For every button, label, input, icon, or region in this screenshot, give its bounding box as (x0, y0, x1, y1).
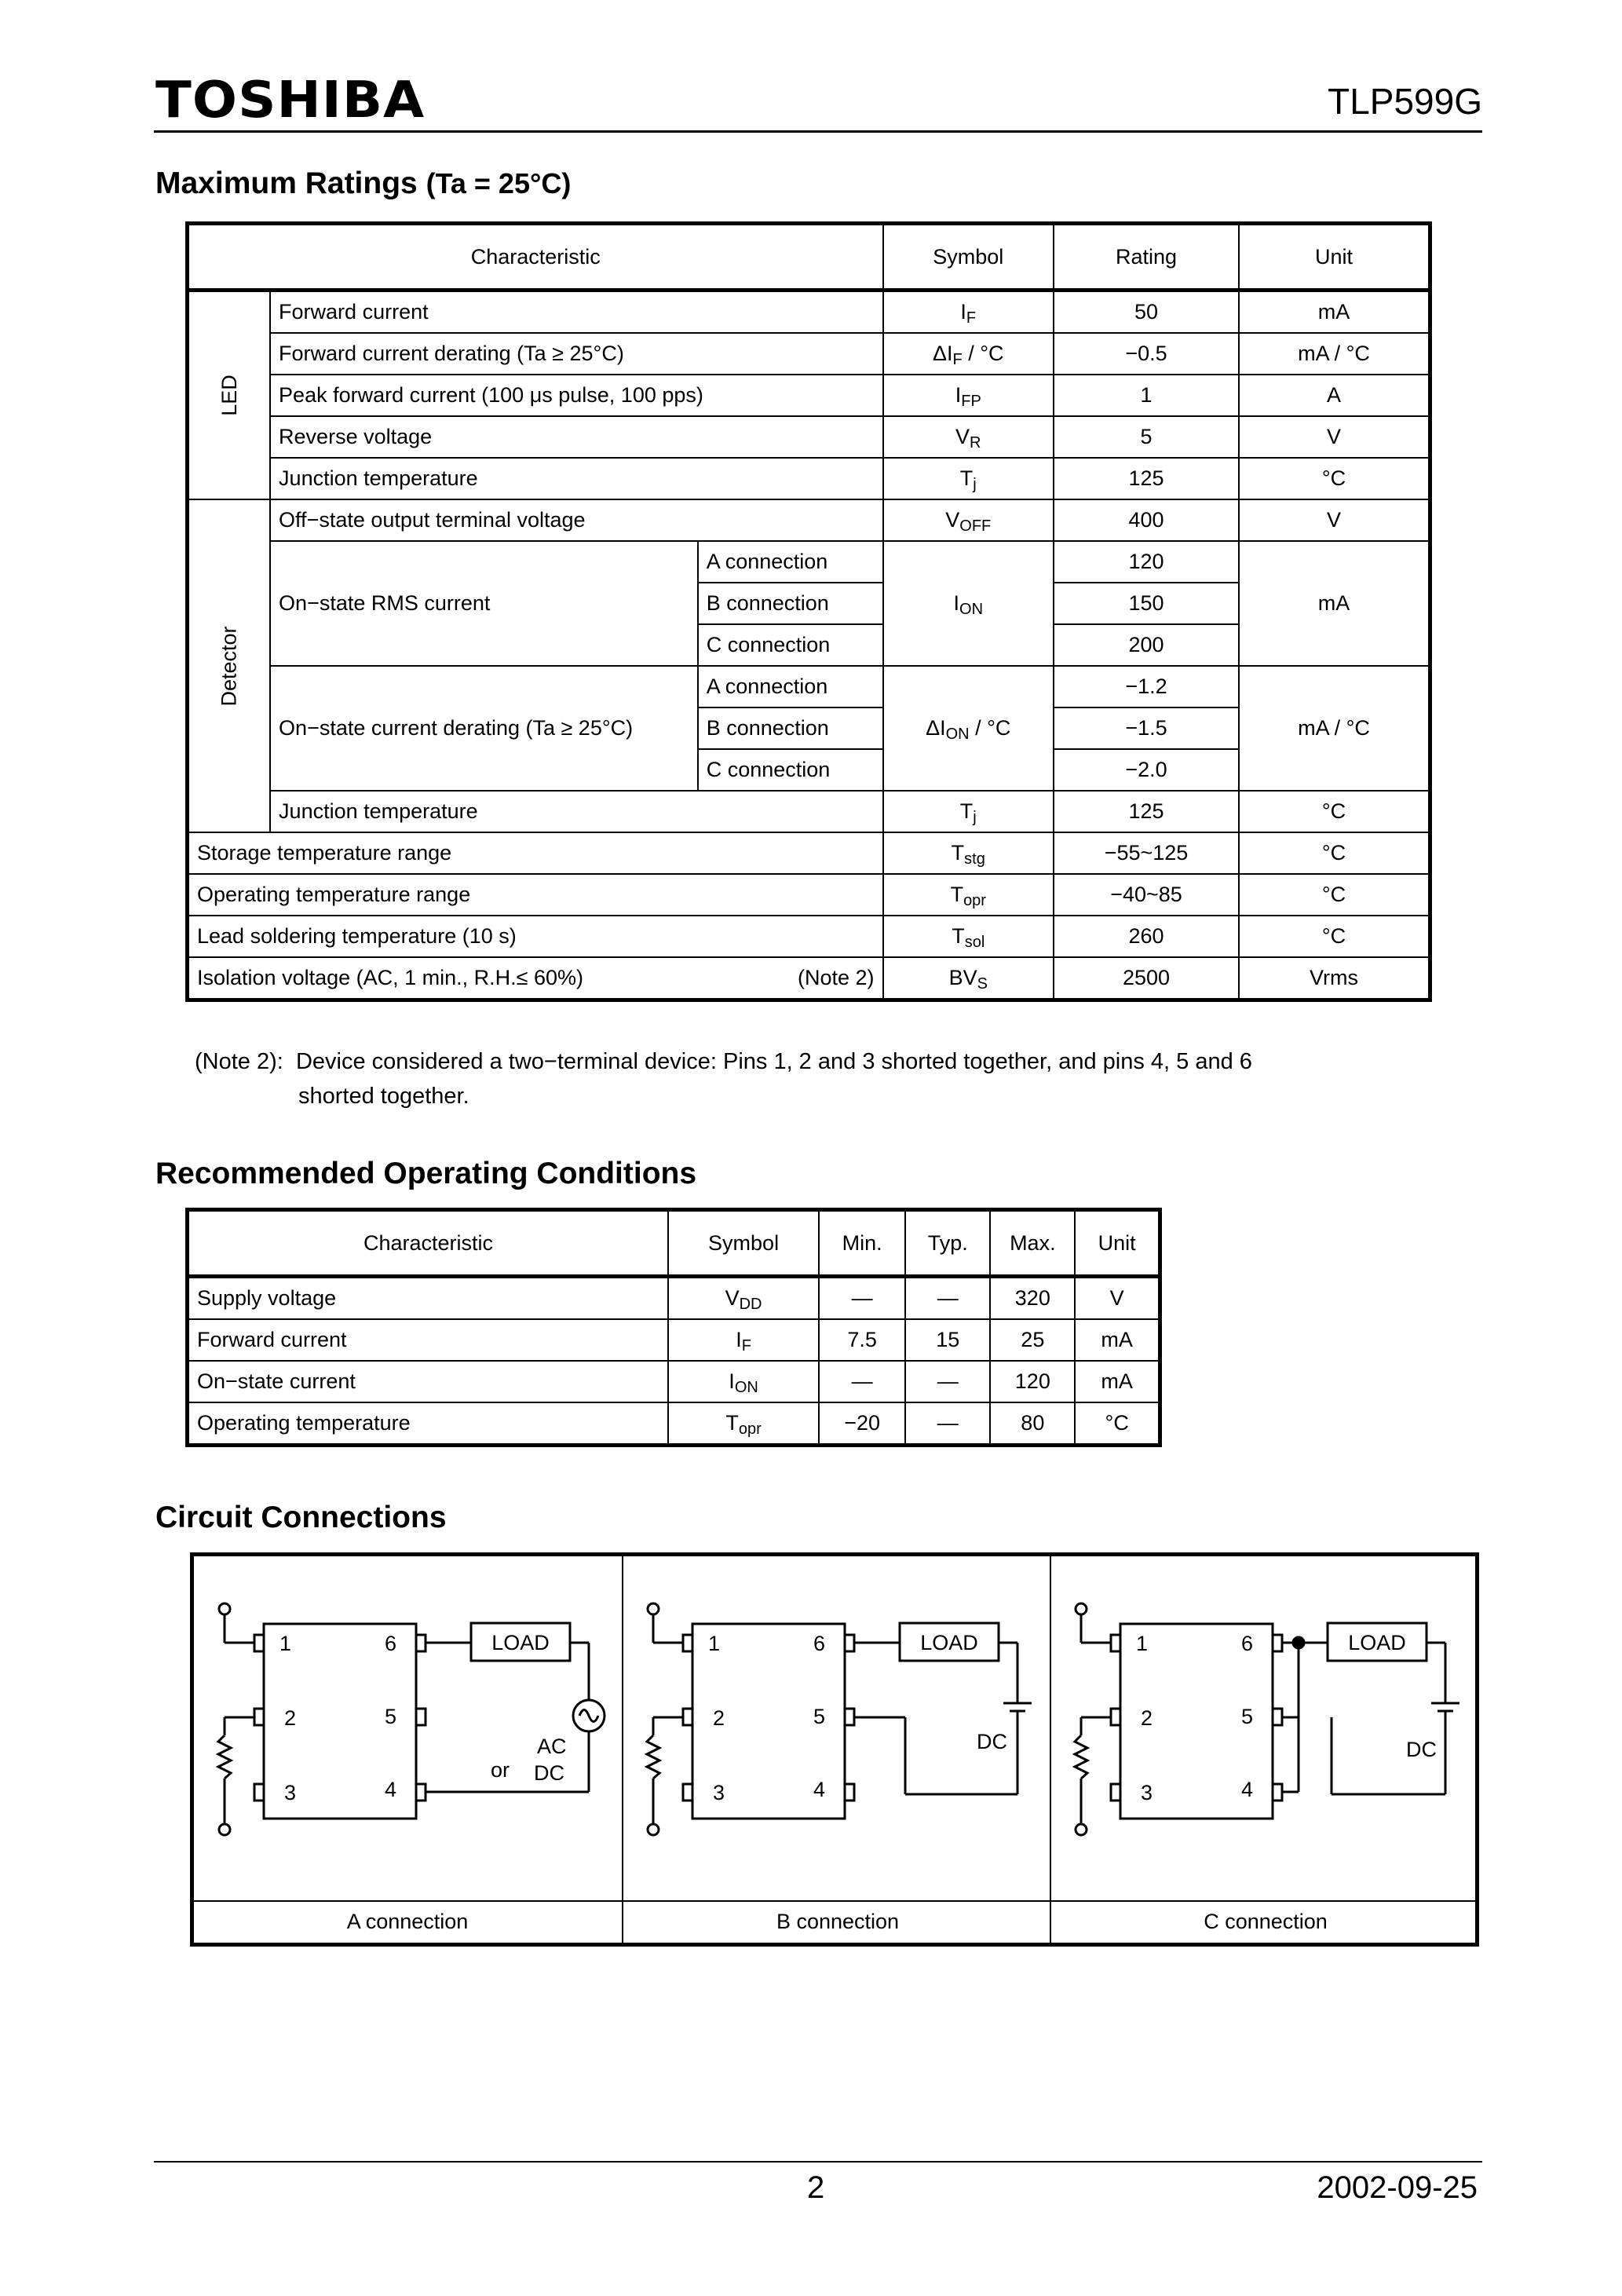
circuit-a-diagram (196, 1582, 619, 1896)
row-rating: 120 (1054, 541, 1239, 583)
row-unit: °C (1239, 916, 1430, 957)
pin-label: 3 (713, 1781, 725, 1804)
recommended-operating-conditions-table (185, 1208, 1162, 1447)
footer-rule (154, 2161, 1482, 2163)
or-label: or (491, 1758, 510, 1782)
row-max: 80 (990, 1402, 1075, 1446)
pin-label: 4 (385, 1778, 397, 1801)
pin-stub (1273, 1709, 1282, 1725)
row-rating: −2.0 (1054, 749, 1239, 791)
pin-label: 6 (1241, 1632, 1254, 1655)
table-row (188, 416, 1430, 458)
row-name: On−state current derating (Ta ≥ 25°C) (270, 666, 698, 791)
row-unit: °C (1075, 1402, 1160, 1446)
row-rating: 200 (1054, 624, 1239, 666)
pin-label: 2 (713, 1706, 725, 1730)
terminal-top (219, 1603, 230, 1614)
row-symbol: $V_{OFF}$ (883, 499, 1054, 541)
row-symbol: $BV_S$ (883, 957, 1054, 1000)
row-max: 320 (990, 1277, 1075, 1320)
dc-label: DC (977, 1730, 1007, 1753)
pin-stub (845, 1635, 854, 1651)
row-rating: 125 (1054, 458, 1239, 499)
roc-title: Recommended Operating Conditions (155, 1157, 697, 1190)
row-rating: 400 (1054, 499, 1239, 541)
row-rating: −0.5 (1054, 333, 1239, 375)
pin-stub (845, 1784, 854, 1801)
row-symbol: $T_{sol}$ (883, 916, 1054, 957)
header-unit: Unit (1239, 224, 1430, 291)
table-row (188, 791, 1430, 832)
pin-label: 2 (284, 1706, 297, 1730)
pin-stub (416, 1635, 426, 1651)
row-rating: 260 (1054, 916, 1239, 957)
row-name: Isolation voltage (AC, 1 min., R.H.≤ 60%) (Note 2) (188, 957, 883, 1000)
row-connection: B connection (698, 707, 883, 749)
circuit-label-b: B connection (776, 1910, 900, 1933)
row-symbol: $\Delta I_{ON} / ^\circ C$ (883, 666, 1054, 791)
row-rating: 5 (1054, 416, 1239, 458)
circuit-divider (1050, 1552, 1051, 1947)
table-row (188, 666, 1430, 707)
load-label: LOAD (920, 1631, 978, 1654)
row-name: Forward current derating (Ta ≥ 25°C) (270, 333, 882, 375)
row-typ: — (905, 1402, 990, 1446)
row-connection: C connection (698, 624, 883, 666)
row-symbol: $I_{ON}$ (668, 1361, 819, 1402)
header-characteristic: Characteristic (188, 1210, 668, 1277)
header-min: Min. (819, 1210, 905, 1277)
pin-label: 5 (1241, 1705, 1254, 1728)
row-connection: A connection (698, 666, 883, 707)
table-header-row (188, 224, 1430, 291)
row-name: Reverse voltage (270, 416, 882, 458)
circuit-label-rule (190, 1900, 1479, 1902)
pin-label: 3 (1141, 1781, 1153, 1804)
row-symbol: $T_j$ (883, 791, 1054, 832)
pin-stub (416, 1784, 426, 1801)
table-row (188, 832, 1430, 874)
maximum-ratings-table (185, 221, 1432, 1002)
row-symbol: $I_{ON}$ (883, 541, 1054, 666)
pin-label: 3 (284, 1781, 297, 1804)
row-name: Junction temperature (270, 791, 882, 832)
note-2-ref: (Note 2) (797, 966, 875, 989)
row-name: On−state current (188, 1361, 668, 1402)
row-unit: V (1075, 1277, 1160, 1320)
terminal-top (648, 1603, 659, 1614)
pin-label: 1 (708, 1632, 721, 1655)
row-unit: mA / °C (1239, 333, 1430, 375)
ratings-title-condition: (Ta = 25°C) (426, 167, 572, 199)
pin-label: 5 (813, 1705, 826, 1728)
row-unit: °C (1239, 832, 1430, 874)
row-rating: −1.5 (1054, 707, 1239, 749)
part-number: TLP599G (1328, 81, 1482, 122)
table-row (188, 1402, 1160, 1446)
row-min: −20 (819, 1402, 905, 1446)
row-symbol: $I_F$ (883, 291, 1054, 334)
row-symbol: $V_R$ (883, 416, 1054, 458)
row-unit: V (1239, 499, 1430, 541)
pin-stub (1273, 1635, 1282, 1651)
row-connection: A connection (698, 541, 883, 583)
row-name: Forward current (270, 291, 882, 334)
row-symbol: $I_F$ (668, 1319, 819, 1361)
row-rating: 150 (1054, 583, 1239, 624)
row-unit: mA (1075, 1361, 1160, 1402)
row-min: — (819, 1361, 905, 1402)
load-label: LOAD (491, 1631, 550, 1654)
row-unit: °C (1239, 791, 1430, 832)
header-symbol: Symbol (668, 1210, 819, 1277)
table-row (188, 1277, 1160, 1320)
table-row (188, 333, 1430, 375)
row-symbol: $T_j$ (883, 458, 1054, 499)
table-row (188, 291, 1430, 334)
pin-label: 1 (1136, 1632, 1149, 1655)
table-row (188, 916, 1430, 957)
row-symbol: $T_{opr}$ (883, 874, 1054, 916)
row-unit: Vrms (1239, 957, 1430, 1000)
row-unit: mA (1239, 291, 1430, 334)
ratings-title: Maximum Ratings (Ta = 25°C) (155, 166, 572, 200)
table-row (188, 458, 1430, 499)
sine-icon (579, 1710, 598, 1722)
row-unit: mA / °C (1239, 666, 1430, 791)
ac-label: AC (537, 1735, 567, 1758)
row-unit: mA (1075, 1319, 1160, 1361)
pin-stub (683, 1784, 692, 1801)
row-rating: 2500 (1054, 957, 1239, 1000)
row-name: Operating temperature (188, 1402, 668, 1446)
table-row (188, 541, 1430, 583)
header-max: Max. (990, 1210, 1075, 1277)
pin-stub (254, 1709, 264, 1725)
row-name: Storage temperature range (188, 832, 883, 874)
row-symbol: $V_{DD}$ (668, 1277, 819, 1320)
row-unit: A (1239, 375, 1430, 416)
terminal-bottom (1076, 1824, 1087, 1835)
row-typ: 15 (905, 1319, 990, 1361)
pin-stub (1111, 1635, 1120, 1651)
page-number: 2 (807, 2170, 825, 2205)
header-characteristic: Characteristic (188, 224, 883, 291)
header-typ: Typ. (905, 1210, 990, 1277)
header-symbol: Symbol (883, 224, 1054, 291)
pin-stub (254, 1635, 264, 1651)
table-row (188, 499, 1430, 541)
row-rating: 125 (1054, 791, 1239, 832)
row-max: 25 (990, 1319, 1075, 1361)
row-rating: 50 (1054, 291, 1239, 334)
table-header-row (188, 1210, 1160, 1277)
pin-label: 6 (385, 1632, 397, 1655)
header-rule (154, 130, 1482, 133)
resistor-icon (1075, 1735, 1087, 1779)
table-row (188, 375, 1430, 416)
header-unit: Unit (1075, 1210, 1160, 1277)
pin-stub (1273, 1784, 1282, 1801)
row-name: Operating temperature range (188, 874, 883, 916)
table-row (188, 1361, 1160, 1402)
row-symbol: $T_{opr}$ (668, 1402, 819, 1446)
pin-stub (416, 1709, 426, 1725)
pin-stub (845, 1709, 854, 1725)
row-connection: C connection (698, 749, 883, 791)
pin-stub (1111, 1784, 1120, 1801)
dc-label: DC (1406, 1738, 1437, 1761)
table-row (188, 957, 1430, 1000)
header-rating: Rating (1054, 224, 1239, 291)
pin-label: 4 (813, 1778, 826, 1801)
row-name: Junction temperature (270, 458, 882, 499)
pin-stub (683, 1709, 692, 1725)
row-unit: °C (1239, 874, 1430, 916)
circuit-label-a: A connection (346, 1910, 469, 1933)
row-unit: V (1239, 416, 1430, 458)
dc-label: DC (534, 1761, 564, 1785)
toshiba-logo: TOSHIBA (155, 71, 426, 130)
pin-stub (1111, 1709, 1120, 1725)
pin-label: 1 (279, 1632, 292, 1655)
load-label: LOAD (1348, 1631, 1406, 1654)
detector-group-label: Detector (188, 499, 271, 832)
row-name: On−state RMS current (270, 541, 698, 666)
table-row (188, 1319, 1160, 1361)
row-rating: 1 (1054, 375, 1239, 416)
pin-stub (254, 1784, 264, 1801)
row-unit: °C (1239, 458, 1430, 499)
led-group-label: LED (188, 291, 271, 500)
note-2: (Note 2): Device considered a two−terminal device: Pins 1, 2 and 3 shorted together, and pins 4, 5 and 6 shorted together. (195, 1049, 1252, 1109)
pin-stub (683, 1635, 692, 1651)
row-name: Peak forward current (100 μs pulse, 100 pps) (270, 375, 882, 416)
table-row (188, 874, 1430, 916)
row-rating: −1.2 (1054, 666, 1239, 707)
resistor-icon (218, 1735, 231, 1779)
circuit-label-c: C connection (1204, 1910, 1328, 1933)
resistor-icon (647, 1735, 659, 1779)
row-connection: B connection (698, 583, 883, 624)
row-unit: mA (1239, 541, 1430, 666)
terminal-bottom (648, 1824, 659, 1835)
row-rating: −40~85 (1054, 874, 1239, 916)
terminal-top (1076, 1603, 1087, 1614)
circuit-divider (622, 1552, 623, 1947)
row-max: 120 (990, 1361, 1075, 1402)
circuits-title: Circuit Connections (155, 1501, 447, 1534)
circuit-c-diagram (1053, 1582, 1475, 1896)
row-symbol: $I_{FP}$ (883, 375, 1054, 416)
row-name: Supply voltage (188, 1277, 668, 1320)
row-typ: — (905, 1361, 990, 1402)
pin-label: 2 (1141, 1706, 1153, 1730)
row-symbol: $T_{stg}$ (883, 832, 1054, 874)
row-min: 7.5 (819, 1319, 905, 1361)
row-symbol: $\Delta I_F / ^\circ C$ (883, 333, 1054, 375)
circuit-b-diagram (625, 1582, 1047, 1896)
terminal-bottom (219, 1824, 230, 1835)
footer-date: 2002-09-25 (1317, 2170, 1478, 2205)
pin-label: 4 (1241, 1778, 1254, 1801)
row-name: Lead soldering temperature (10 s) (188, 916, 883, 957)
row-name: Off−state output terminal voltage (270, 499, 882, 541)
row-rating: −55~125 (1054, 832, 1239, 874)
row-name: Forward current (188, 1319, 668, 1361)
pin-label: 6 (813, 1632, 826, 1655)
row-min: — (819, 1277, 905, 1320)
row-typ: — (905, 1277, 990, 1320)
pin-label: 5 (385, 1705, 397, 1728)
